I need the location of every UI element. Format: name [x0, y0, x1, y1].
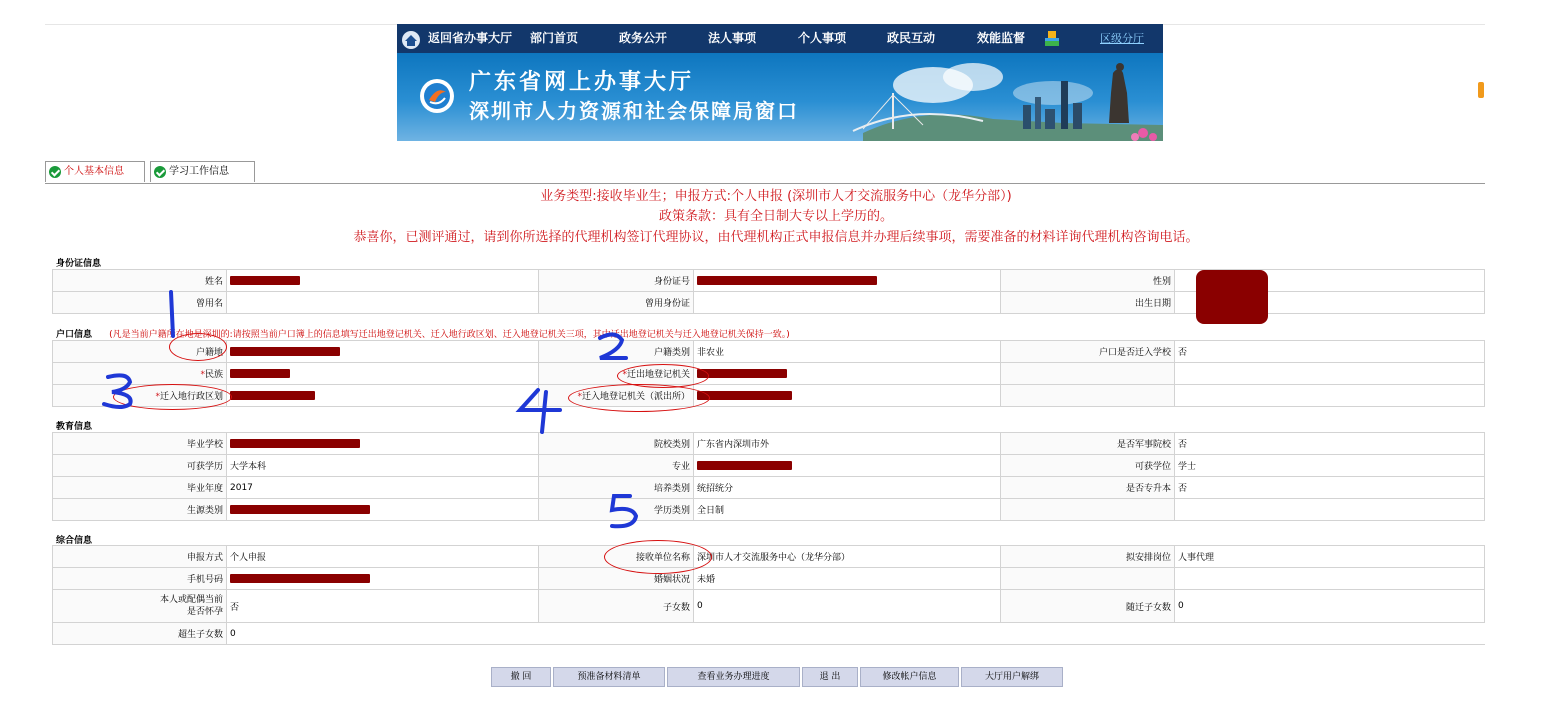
major-value	[694, 455, 1001, 477]
nav-dept-home[interactable]: 部门首页	[530, 31, 579, 45]
extra-children-label: 超生子女数	[53, 623, 227, 645]
birth-date-label: 出生日期	[1001, 292, 1175, 314]
pregnant-label	[53, 590, 227, 623]
banner-title-1: 广东省网上办事大厅	[469, 70, 695, 95]
former-id-label: 曾用身份证	[539, 292, 694, 314]
household-info-table	[52, 340, 1485, 407]
side-float-tab[interactable]	[1478, 82, 1484, 98]
tab-bar	[45, 161, 1485, 184]
ethnicity-label-text: 民族	[204, 370, 223, 380]
military-value: 否	[1175, 433, 1485, 455]
marital-value: 未婚	[694, 568, 1001, 590]
school-label: 毕业学校	[53, 433, 227, 455]
nav-supervision[interactable]: 效能监督	[977, 31, 1026, 45]
hukou-type-value: 非农业	[694, 341, 1001, 363]
household-title: 户口信息	[56, 330, 93, 340]
annotation-circle-5	[604, 540, 712, 574]
empty-label	[1001, 568, 1175, 590]
children-label: 子女数	[539, 590, 694, 623]
unbind-user-button[interactable]: 大厅用户解绑	[961, 667, 1063, 687]
guangdong-logo-icon	[419, 78, 455, 114]
section-title-general: 综合信息	[56, 536, 93, 546]
school-value	[227, 433, 539, 455]
move-to-school-value: 否	[1175, 341, 1485, 363]
nav-return-hall[interactable]: 返回省办事大厅	[428, 31, 513, 45]
training-type-label: 培养类别	[539, 477, 694, 499]
phone-label: 手机号码	[53, 568, 227, 590]
check-icon	[154, 166, 166, 178]
withdraw-button[interactable]: 撤 回	[491, 667, 551, 687]
former-name-value	[227, 292, 539, 314]
nav-gov-affairs[interactable]: 政务公开	[619, 31, 668, 45]
move-in-district-label-text: 迁入地行政区划	[159, 392, 223, 402]
children-move-value: 0	[1175, 590, 1485, 623]
tab-personal-info[interactable]	[45, 161, 145, 182]
general-info-table	[52, 545, 1485, 645]
marital-label: 婚姻状况	[539, 568, 694, 590]
section-title-household	[56, 327, 790, 340]
policy-message: 政策条款：具有全日制大专以上学历的。	[658, 209, 893, 224]
gender-label: 性别	[1001, 270, 1175, 292]
move-out-authority-value[interactable]	[694, 363, 1001, 385]
hukou-place-value	[227, 341, 539, 363]
required-mark: *	[577, 392, 582, 402]
pregnant-value: 否	[227, 590, 539, 623]
section-title-education: 教育信息	[56, 422, 93, 432]
nav-interaction[interactable]: 政民互动	[887, 31, 936, 45]
id-number-value	[694, 270, 1001, 292]
degree-level-label: 可获学历	[53, 455, 227, 477]
study-type-label: 学历类别	[539, 499, 694, 521]
section-title-id: 身份证信息	[56, 259, 102, 269]
tab-label: 学习工作信息	[169, 166, 229, 177]
training-type-value: 统招统分	[694, 477, 1001, 499]
extra-children-value: 0	[227, 623, 1485, 645]
annotation-circle-1	[169, 333, 227, 361]
former-id-value	[694, 292, 1001, 314]
source-type-label: 生源类别	[53, 499, 227, 521]
move-in-district-value[interactable]	[227, 385, 539, 407]
banner-title-2: 深圳市人力资源和社会保障局窗口	[469, 99, 799, 123]
site-banner	[397, 24, 1163, 141]
grad-year-label: 毕业年度	[53, 477, 227, 499]
materials-list-button[interactable]: 预准备材料清单	[553, 667, 665, 687]
school-type-label: 院校类别	[539, 433, 694, 455]
apply-method-value: 个人申报	[227, 546, 539, 568]
banner-hero	[397, 53, 1163, 141]
move-in-authority-label-text: 迁入地登记机关（派出所）	[581, 392, 690, 402]
move-out-authority-label-text: 迁出地登记机关	[626, 370, 690, 380]
degree-level-value: 大学本科	[227, 455, 539, 477]
apply-method-label: 申报方式	[53, 546, 227, 568]
required-mark: *	[155, 392, 160, 402]
required-mark: *	[622, 370, 627, 380]
nav-personal[interactable]: 个人事项	[798, 31, 847, 45]
annotation-circle-3	[113, 384, 232, 410]
pregnant-label-line1: 本人或配偶当前	[159, 595, 223, 605]
children-value: 0	[694, 590, 1001, 623]
empty-value	[1175, 499, 1485, 521]
empty-label	[1001, 499, 1175, 521]
former-name-label: 曾用名	[53, 292, 227, 314]
congrats-message: 恭喜你，已测评通过，请到你所选择的代理机构签订代理协议，由代理机构正式申报信息并办理后续事项，需要准备的材料详询代理机构咨询电话。	[353, 230, 1199, 245]
name-value	[227, 270, 539, 292]
post-value: 人事代理	[1175, 546, 1485, 568]
empty-value	[1175, 385, 1485, 407]
pregnant-label-line2: 是否怀孕	[186, 607, 223, 617]
top-nav	[397, 24, 1163, 53]
redaction-scribble	[1196, 270, 1268, 324]
nav-district-hall[interactable]: 区级分厅	[1100, 32, 1144, 45]
nav-legal-person[interactable]: 法人事项	[708, 31, 757, 45]
household-note: (凡是当前户籍所在地是深圳的:请按照当前户口簿上的信息填写迁出地登记机关、迁入地行政区划、迁入地登记机关三项，其中迁出地登记机关与迁入地登记机关保持一致。)	[109, 330, 790, 340]
district-icon	[1043, 29, 1061, 47]
id-number-label: 身份证号	[539, 270, 694, 292]
receiver-value: 深圳市人才交流服务中心（龙华分部）	[694, 546, 1001, 568]
move-to-school-label: 户口是否迁入学校	[1001, 341, 1175, 363]
study-type-value: 全日制	[694, 499, 1001, 521]
military-label: 是否军事院校	[1001, 433, 1175, 455]
post-label: 拟安排岗位	[1001, 546, 1175, 568]
annotation-circle-4	[568, 384, 710, 412]
education-info-table	[52, 432, 1485, 521]
hukou-place-label: 户籍地	[53, 341, 227, 363]
city-skyline-image	[823, 53, 1163, 141]
school-type-value: 广东省内深圳市外	[694, 433, 1001, 455]
name-label: 姓名	[53, 270, 227, 292]
business-type-message: 业务类型:接收毕业生；申报方式:个人申报 (深圳市人才交流服务中心（龙华分部）)	[540, 189, 1012, 204]
ethnicity-label	[53, 363, 227, 385]
tab-study-work-info[interactable]	[150, 161, 255, 182]
major-label: 专业	[539, 455, 694, 477]
children-move-label: 随迁子女数	[1001, 590, 1175, 623]
empty-label	[1001, 363, 1175, 385]
degree-label: 可获学位	[1001, 455, 1175, 477]
empty-value	[1175, 568, 1485, 590]
home-icon[interactable]	[401, 30, 421, 50]
tab-label: 个人基本信息	[64, 166, 124, 177]
empty-label	[1001, 385, 1175, 407]
upgrade-value: 否	[1175, 477, 1485, 499]
phone-value	[227, 568, 539, 590]
move-in-authority-value[interactable]	[694, 385, 1001, 407]
source-type-value	[227, 499, 539, 521]
upgrade-label: 是否专升本	[1001, 477, 1175, 499]
degree-value: 学士	[1175, 455, 1485, 477]
empty-value	[1175, 363, 1485, 385]
id-info-table	[52, 269, 1485, 314]
view-progress-button[interactable]: 查看业务办理进度	[667, 667, 800, 687]
edit-account-button[interactable]: 修改帐户信息	[860, 667, 959, 687]
hukou-type-label: 户籍类别	[539, 341, 694, 363]
ethnicity-value[interactable]	[227, 363, 539, 385]
exit-button[interactable]: 退 出	[802, 667, 858, 687]
grad-year-value: 2017	[227, 477, 539, 499]
receiver-label: 接收单位名称	[539, 546, 694, 568]
required-mark: *	[200, 370, 205, 380]
check-icon	[49, 166, 61, 178]
